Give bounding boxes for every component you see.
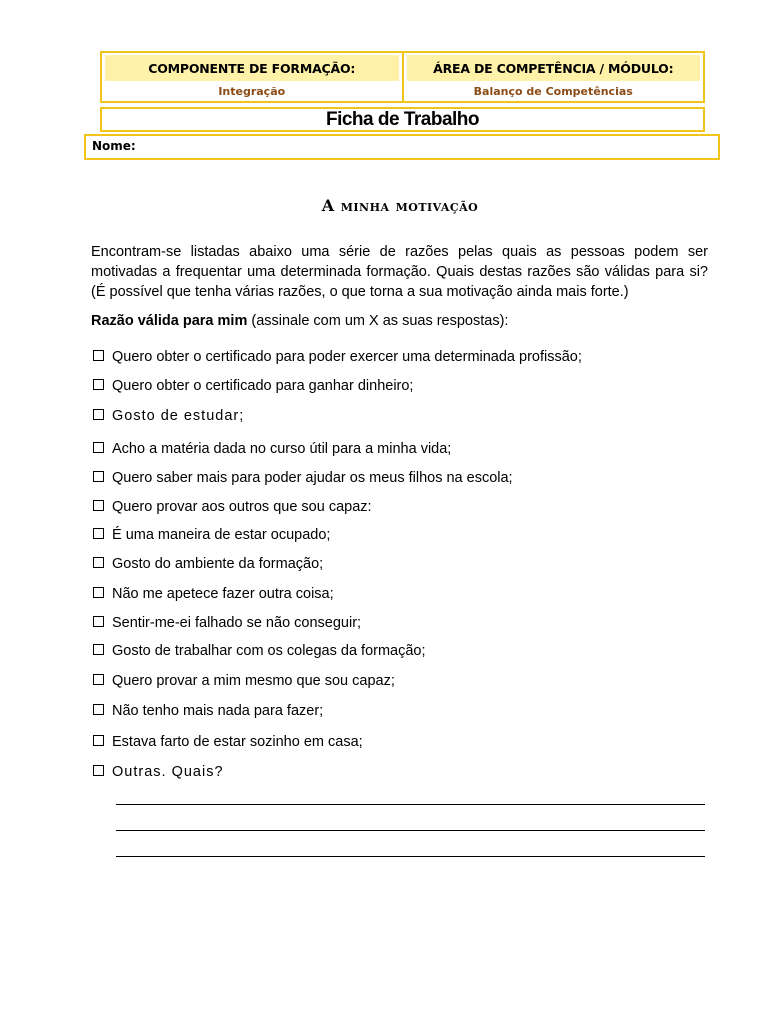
header-table — [100, 51, 705, 103]
checkbox[interactable] — [93, 616, 104, 627]
option-label: Quero obter o certificado para poder exercer uma determinada profissão; — [112, 349, 582, 365]
checkbox[interactable] — [93, 674, 104, 685]
razao-rest: (assinale com um X as suas respostas): — [247, 313, 509, 329]
intro-paragraph: Encontram-se listadas abaixo uma série de razões pelas quais as pessoas podem ser motivadas a frequentar uma determinada formação. Quais destas razões são válidas para si? (É possível que tenha várias razões, o que torna a sua motivação ainda mais forte.) — [91, 244, 708, 300]
option-item — [93, 349, 582, 365]
option-label: Não tenho mais nada para fazer; — [112, 703, 324, 719]
componente-label: COMPONENTE DE FORMAÇÃO: — [105, 55, 399, 81]
option-label: Quero saber mais para poder ajudar os meus filhos na escola; — [112, 470, 513, 486]
option-label: Não me apetece fazer outra coisa; — [112, 586, 334, 602]
option-label: Gosto de trabalhar com os colegas da formação; — [112, 643, 426, 659]
option-label: Sentir-me-ei falhado se não conseguir; — [112, 615, 362, 631]
ficha-title: Ficha de Trabalho — [100, 107, 705, 132]
option-item — [93, 527, 330, 543]
option-label: Quero obter o certificado para ganhar dinheiro; — [112, 378, 414, 394]
area-label: ÁREA DE COMPETÊNCIA / MÓDULO: — [407, 55, 701, 81]
option-item — [93, 470, 513, 486]
option-item — [93, 556, 323, 572]
option-item — [93, 703, 323, 719]
option-item — [93, 378, 413, 394]
option-item — [93, 441, 451, 457]
checkbox[interactable] — [93, 528, 104, 539]
area-value: Balanço de Competências — [473, 84, 633, 98]
option-item — [93, 499, 372, 515]
option-item — [93, 764, 224, 780]
componente-value: Integração — [218, 84, 286, 98]
checkbox[interactable] — [93, 557, 104, 568]
area-column — [402, 53, 704, 101]
checkbox[interactable] — [93, 409, 104, 420]
answer-line[interactable] — [116, 856, 705, 857]
checkbox[interactable] — [93, 735, 104, 746]
nome-label: Nome: — [92, 139, 136, 153]
option-label: Gosto de estudar; — [112, 408, 245, 424]
option-item — [93, 734, 363, 750]
checkbox[interactable] — [93, 442, 104, 453]
checkbox[interactable] — [93, 500, 104, 511]
answer-line[interactable] — [116, 830, 705, 831]
nome-field[interactable] — [84, 134, 720, 160]
checkbox[interactable] — [93, 350, 104, 361]
option-label: Quero provar aos outros que sou capaz: — [112, 499, 372, 515]
checkbox[interactable] — [93, 765, 104, 776]
option-item — [93, 615, 361, 631]
answer-line[interactable] — [116, 804, 705, 805]
checkbox[interactable] — [93, 471, 104, 482]
checkbox[interactable] — [93, 587, 104, 598]
checkbox[interactable] — [93, 644, 104, 655]
option-item — [93, 643, 426, 659]
option-item — [93, 673, 395, 689]
instruction-line — [91, 313, 508, 329]
checkbox[interactable] — [93, 379, 104, 390]
option-item — [93, 586, 334, 602]
razao-bold: Razão válida para mim — [91, 313, 248, 329]
page-title: A minha motivação — [321, 196, 479, 215]
option-label: Acho a matéria dada no curso útil para a minha vida; — [112, 441, 452, 457]
checkbox[interactable] — [93, 704, 104, 715]
option-label: Gosto do ambiente da formação; — [112, 556, 324, 572]
option-label: Estava farto de estar sozinho em casa; — [112, 734, 363, 750]
componente-column — [102, 53, 402, 101]
option-label: Outras. Quais? — [112, 764, 224, 780]
option-label: Quero provar a mim mesmo que sou capaz; — [112, 673, 395, 689]
option-item — [93, 408, 244, 424]
option-label: É uma maneira de estar ocupado; — [112, 527, 331, 543]
